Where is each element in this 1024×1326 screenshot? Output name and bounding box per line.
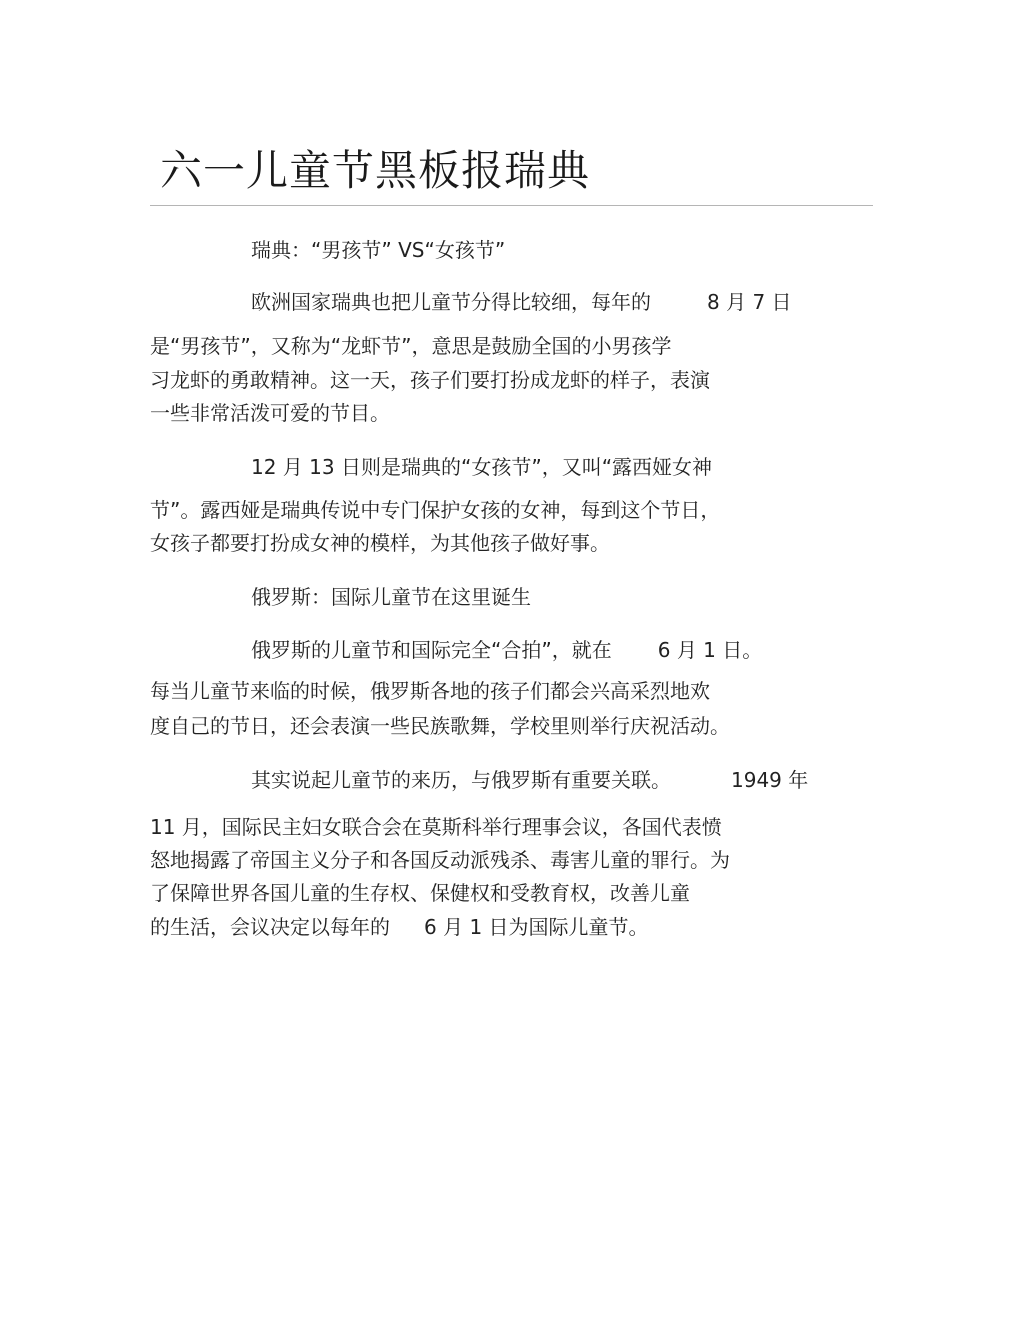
- page-title: 六一儿童节黑板报瑞典: [160, 146, 591, 195]
- paragraph-text: 其实说起儿童节的来历，与俄罗斯有重要关联。: [251, 768, 671, 792]
- paragraph-line: 每当儿童节来临的时候，俄罗斯各地的孩子们都会兴高采烈地欢: [150, 679, 710, 703]
- paragraph-line: 节”。露西娅是瑞典传说中专门保护女孩的女神，每到这个节日，: [150, 498, 721, 522]
- section-heading-russia: 俄罗斯：国际儿童节在这里诞生: [251, 585, 531, 609]
- paragraph-line: [150, 913, 649, 941]
- section-heading-sweden: 瑞典：“男孩节” VS“女孩节”: [251, 238, 506, 262]
- paragraph-date: 6 月 1 日。: [657, 638, 763, 662]
- paragraph-text: 的生活，会议决定以每年的: [150, 915, 390, 939]
- paragraph-line: 习龙虾的勇敢精神。这一天，孩子们要打扮成龙虾的样子，表演: [150, 368, 710, 392]
- paragraph-date: 6 月 1 日为国际儿童节。: [424, 915, 649, 939]
- paragraph-date: 8 月 7 日: [707, 290, 792, 314]
- paragraph-line: [251, 288, 792, 316]
- paragraph-line: 怒地揭露了帝国主义分子和各国反动派残杀、毒害儿童的罪行。为: [150, 848, 730, 872]
- paragraph-line: 11 月，国际民主妇女联合会在莫斯科举行理事会议，各国代表愤: [150, 815, 722, 839]
- paragraph-line: 12 月 13 日则是瑞典的“女孩节”，又叫“露西娅女神: [251, 455, 713, 479]
- paragraph-text: 俄罗斯的儿童节和国际完全“合拍”，就在: [251, 638, 612, 662]
- paragraph-line: 度自己的节日，还会表演一些民族歌舞，学校里则举行庆祝活动。: [150, 714, 730, 738]
- paragraph-line: 是“男孩节”，又称为“龙虾节”，意思是鼓励全国的小男孩学: [150, 334, 672, 358]
- paragraph-date: 1949 年: [731, 768, 809, 792]
- paragraph-line: [251, 636, 762, 664]
- title-divider: [150, 205, 873, 206]
- paragraph-line: [251, 766, 808, 794]
- paragraph-line: 了保障世界各国儿童的生存权、保健权和受教育权，改善儿童: [150, 881, 690, 905]
- paragraph-text: 欧洲国家瑞典也把儿童节分得比较细，每年的: [251, 290, 651, 314]
- paragraph-line: 女孩子都要打扮成女神的模样，为其他孩子做好事。: [150, 531, 610, 555]
- paragraph-line: 一些非常活泼可爱的节目。: [150, 401, 390, 425]
